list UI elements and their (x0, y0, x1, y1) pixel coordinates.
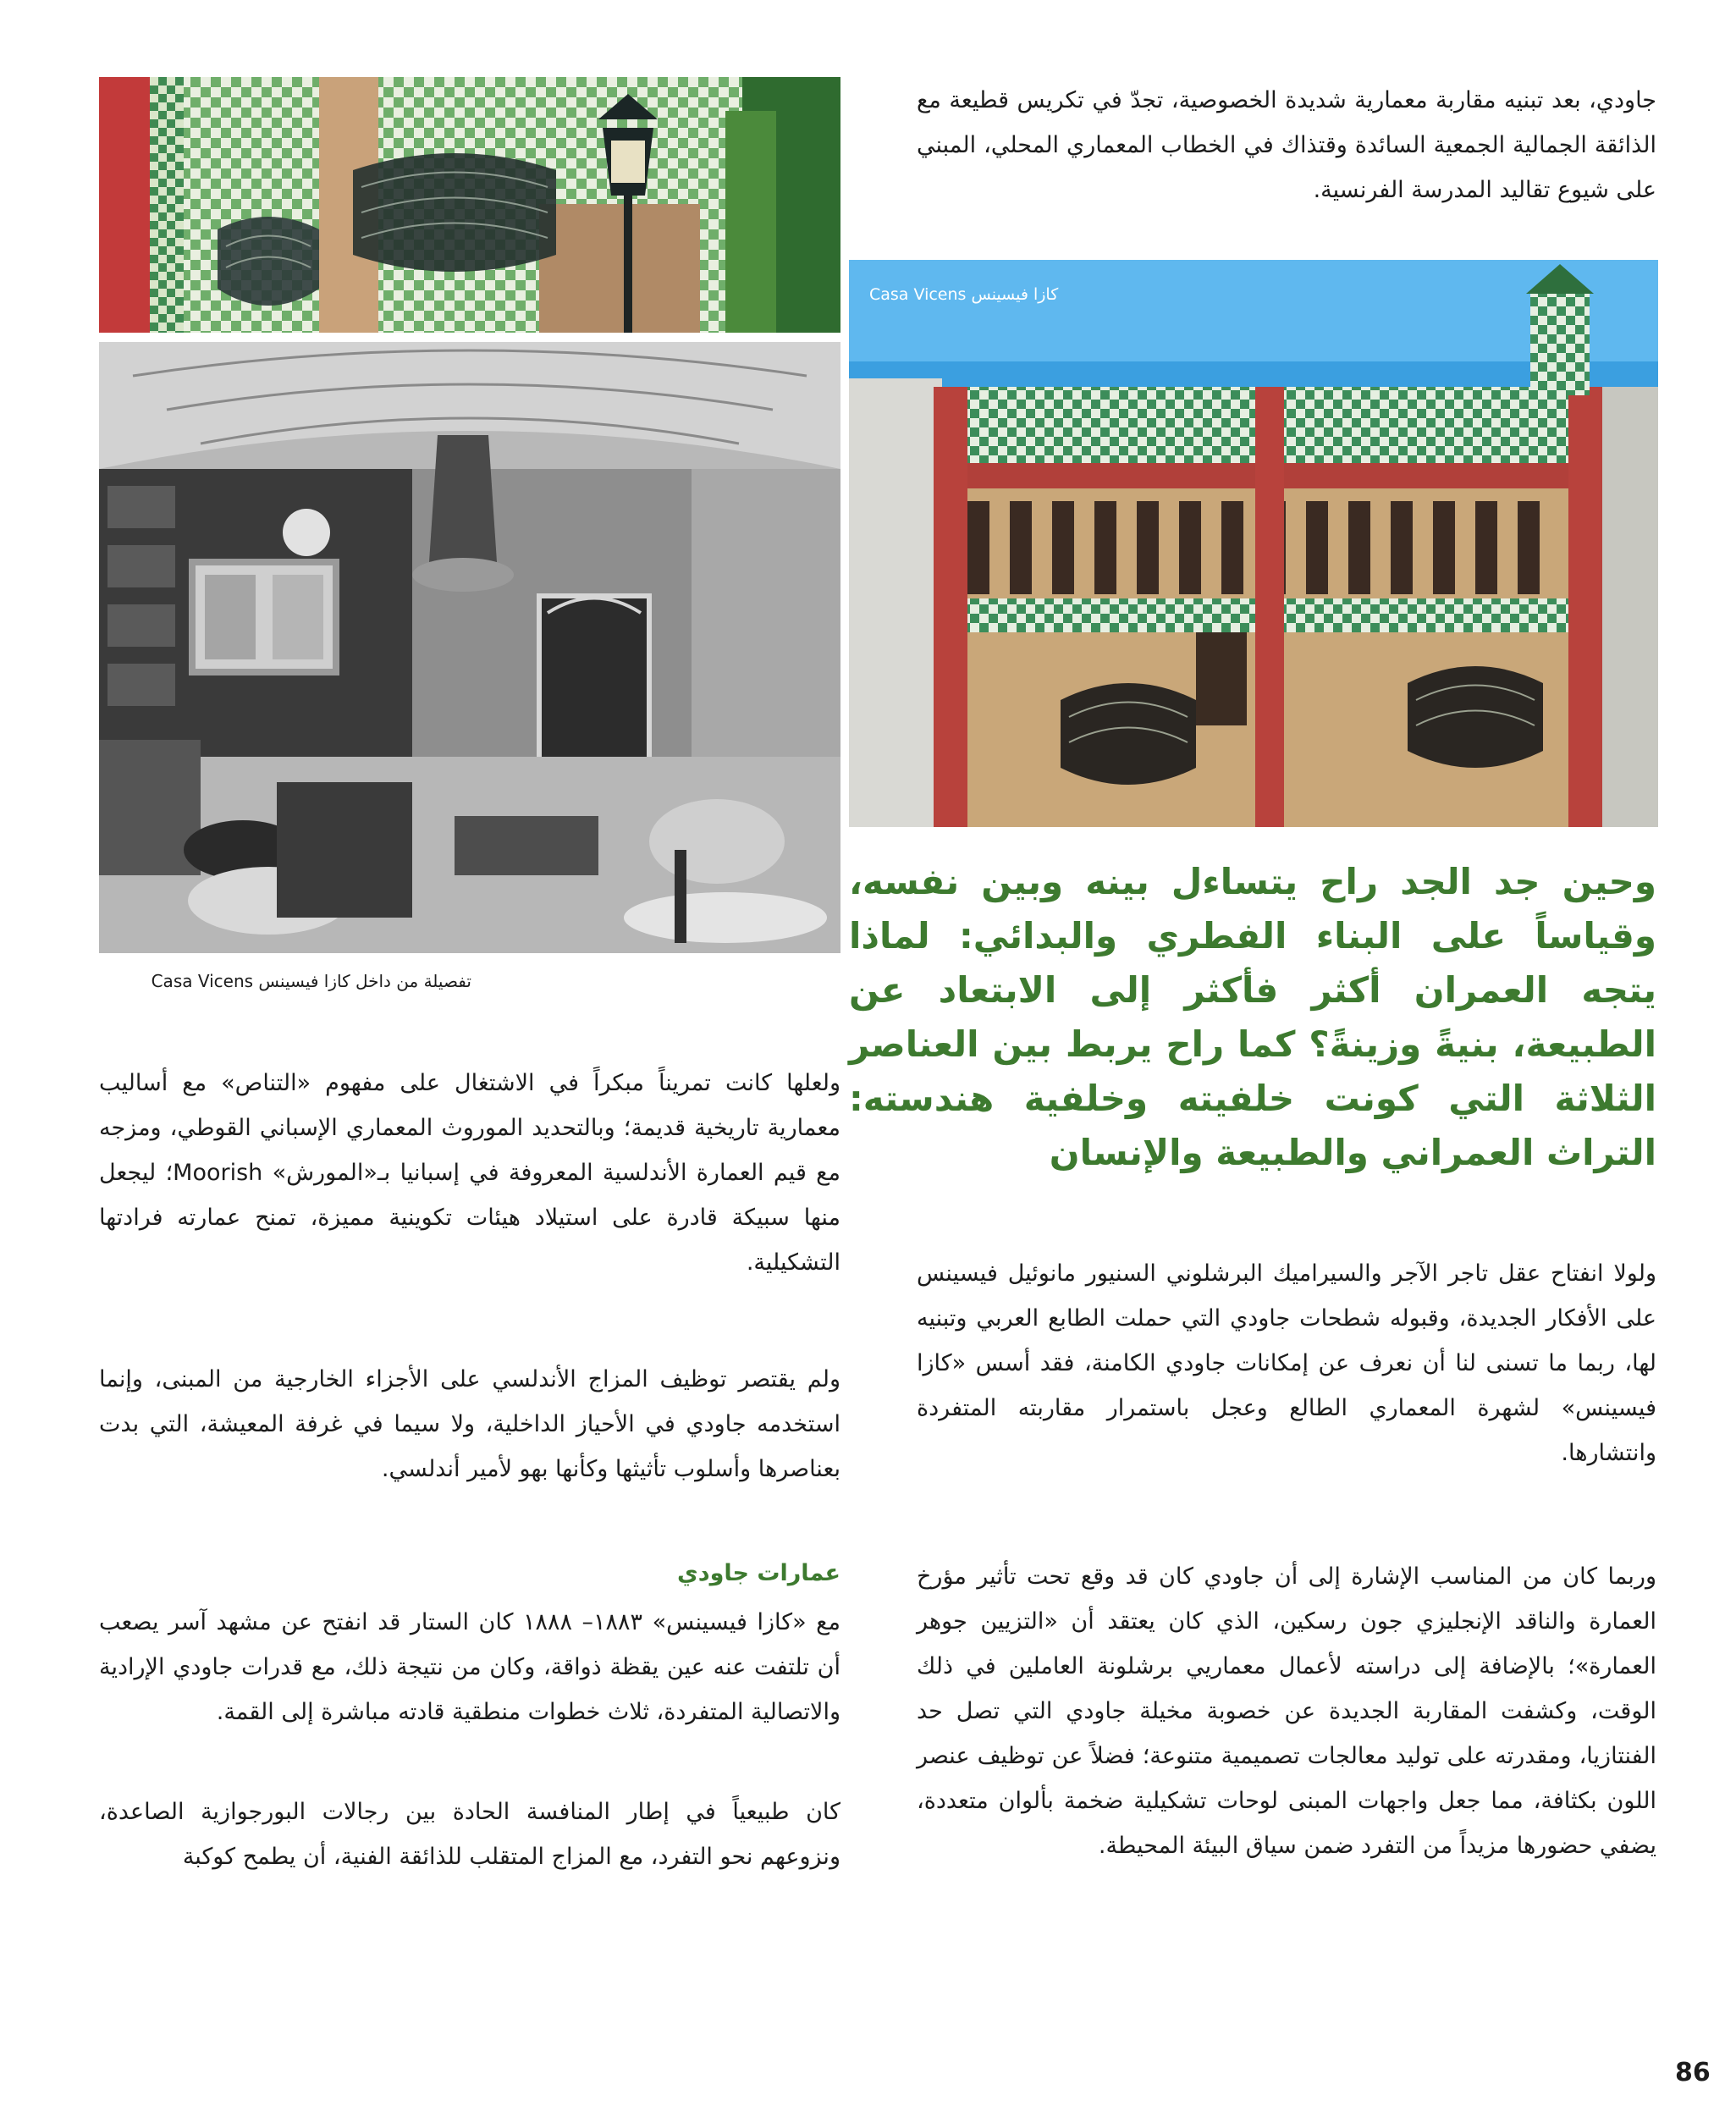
casa-vicens-caption: كازا فيسينس Casa Vicens (869, 285, 1059, 304)
interior-photo-caption: تفصيلة من داخل كازا فيسينس Casa Vicens (151, 971, 471, 991)
pull-quote: وحين جد الجد راح يتساءل بينه وبين نفسه، وقياساً على البناء الفطري والبدائي: لماذا يتجه العمران أكثر فأكثر إلى الابتعاد عن الطبيعة، بنيةً وزينةً؟ كما راح يربط بين العناصر الثلاثة التي كونت خلفيته وخلفية هندسته: التراث العمراني والطبيعة والإنسان (849, 861, 1656, 1173)
left-paragraph-3: مع «كازا فيسينس» ١٨٨٣– ١٨٨٨ كان الستار قد انفتح عن مشهد آسر يصعب أن تلتفت عنه عين يقظة ذواقة، وكان من نتيجة ذلك، مع قدرات جاودي الإرادية والاتصالية المتفردة، ثلاث خطوات منطقية قادته مباشرة إلى القمة. (99, 1609, 840, 1725)
intro-paragraph: جاودي، بعد تبنيه مقاربة معمارية شديدة الخصوصية، تجدّ في تكريس قطيعة مع الذائقة الجمالية الجمعية السائدة وقتذاك في الخطاب المعماري المحلي، المبني على شيوع تقاليد المدرسة الفرنسية. (917, 87, 1656, 203)
section-heading: عمارات جاودي (677, 1560, 840, 1586)
right-paragraph-2: ولولا انفتاح عقل تاجر الآجر والسيراميك البرشلوني السنيور مانوئيل فيسينس على الأفكار الجديدة، وقبوله شطحات جاودي التي حملت الطابع العربي وتبنيه لها، ربما ما تسنى لنا أن نعرف عن إمكانات جاودي الكامنة، فقد أسس «كازا فيسينس» لشهرة المعماري الطالع وعجل باستمرار مقاربته المتفردة وانتشارها. (917, 1260, 1656, 1466)
left-paragraph-1: ولعلها كانت تمريناً مبكراً في الاشتغال على مفهوم «التناص» مع أساليب معمارية تاريخية قديمة؛ وبالتحديد الموروث المعماري الإسباني القوطي، ومزجه مع قيم العمارة الأندلسية المعروفة في إسبانيا بـ«المورش» Moorish؛ ليجعل منها سبيكة قادرة على استيلاد هيئات تكوينية مميزة، تمنح عمارته فرادتها التشكيلية. (99, 1070, 840, 1276)
balcony-photo (99, 77, 840, 333)
left-paragraph-2: ولم يقتصر توظيف المزاج الأندلسي على الأجزاء الخارجية من المبنى، وإنما استخدمه جاودي في الأحياز الداخلية، ولا سيما في غرفة المعيشة، التي بدت بعناصرها وأسلوب تأثيثها وكأنها بهو لأمير أندلسي. (99, 1366, 840, 1482)
page-number: 86 (1675, 2058, 1711, 2087)
left-paragraph-4: كان طبيعياً في إطار المنافسة الحادة بين رجالات البورجوازية الصاعدة، ونزوعهم نحو التفرد، مع المزاج المتقلب للذائقة الفنية، أن يطمح كوكبة (99, 1799, 840, 1870)
casa-vicens-photo (849, 260, 1658, 827)
interior-photo (99, 342, 840, 953)
right-paragraph-3: وربما كان من المناسب الإشارة إلى أن جاودي كان قد وقع تحت تأثير مؤرخ العمارة والناقد الإنجليزي جون رسكين، الذي كان يعتقد أن «التزيين جوهر العمارة»؛ بالإضافة إلى دراسته لأعمال معماريي برشلونة العاملين في ذلك الوقت، وكشفت المقاربة الجديدة عن خصوبة مخيلة جاودي التي تصل حد الفنتازيا، ومقدرته على توليد معالجات تصميمية متنوعة؛ فضلاً عن توظيف عنصر اللون بكثافة، مما جعل واجهات المبنى لوحات تشكيلية ضخمة بألوان متعددة، يضفي حضورها مزيداً من التفرد ضمن سياق البيئة المحيطة. (917, 1563, 1656, 1859)
